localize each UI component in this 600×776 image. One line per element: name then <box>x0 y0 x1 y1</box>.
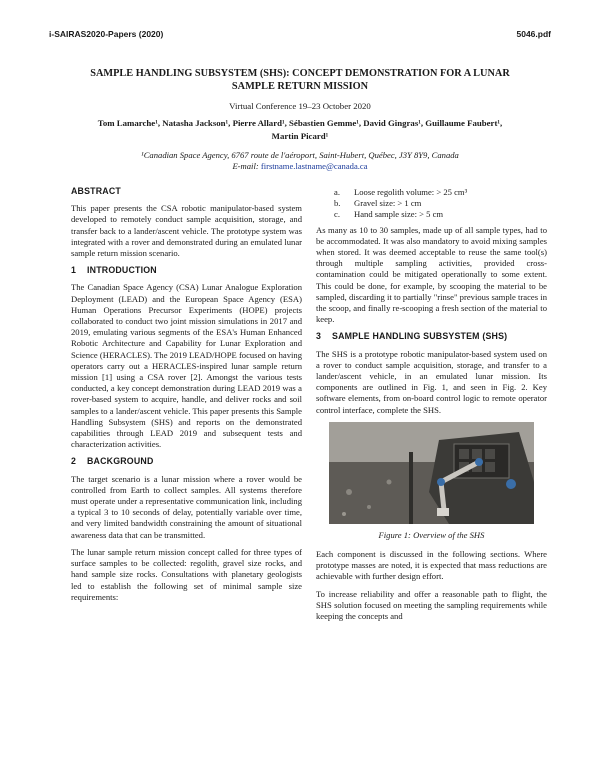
right-column <box>316 187 547 628</box>
photo-rock <box>367 505 371 509</box>
background-number: 2 <box>71 456 77 467</box>
photo-sample-slot <box>485 449 495 459</box>
shs-photo-illustration <box>329 422 534 524</box>
photo-arm-joint <box>437 478 445 486</box>
shs-text: The SHS is a prototype robotic manipulator-based system used on a rover to conduct sample acquisition, storage, and transfer to a lander/ascent vehicle, in an emulated lunar mission. Its components are outlined in Fig. 1, and seen in Fig. 2. Key software elements, from on-board control logic to remote operator control interface, complete the SHS. <box>316 348 547 415</box>
photo-mast <box>409 452 413 524</box>
email-link[interactable]: firstname.lastname@canada.ca <box>260 161 368 171</box>
abstract-text: This paper presents the CSA robotic manipulator-based system developed to remotely conduct sample acquisition, storage, and transfer back to a lander/ascent vehicle. The prototype system was integrated with a rover and demonstrated during an emulated lunar sample return mission scenario. <box>71 203 302 259</box>
figure-1-caption: Figure 1: Overview of the SHS <box>378 529 485 540</box>
abstract-heading: ABSTRACT <box>71 186 121 196</box>
introduction-title: INTRODUCTION <box>87 265 157 276</box>
requirement-item <box>334 198 547 209</box>
author-list <box>60 117 540 142</box>
paper-title-line-2: SAMPLE RETURN MISSION <box>231 80 369 92</box>
left-column <box>71 186 302 609</box>
affiliation-email-line <box>60 161 540 172</box>
shs-heading <box>316 331 547 342</box>
photo-arm-joint <box>506 479 516 489</box>
introduction-number: 1 <box>71 265 77 276</box>
requirement-text: Gravel size: > 1 cm <box>354 198 422 209</box>
requirement-text: Loose regolith volume: > 25 cm³ <box>354 187 468 197</box>
shs-title: SAMPLE HANDLING SUBSYSTEM (SHS) <box>332 331 508 342</box>
paper-title-line-1: SAMPLE HANDLING SUBSYSTEM (SHS): CONCEPT DEMONSTRATION FOR A LUNAR <box>90 68 510 79</box>
figure-1-photo <box>329 422 534 524</box>
photo-sample-slot <box>472 449 482 459</box>
background-title: BACKGROUND <box>87 456 154 467</box>
photo-sample-slot <box>459 449 469 459</box>
introduction-text: The Canadian Space Agency (CSA) Lunar Analogue Exploration Deployment (LEAD) and the European Space Agency (ESA) Human Operations Precursor Experiments (HOPE) projects collaborated to conduct two joint mission simulations in 2017 and 2019, emulating various segments of the ESA's Human Enhanced Robotic Architecture and Capability for Lunar Exploration and Science (HERACLES). The 2019 LEAD/HOPE focused on having operators carry out a HERACLES-inspired lunar sample return mission [1] using a CSA rover [2]. Amongst the various tests conducted, a key concept demonstration during LEAD 2019 was a rover-based system to acquire, handle, and deliver rocks and soil samples to a lander/ascent vehicle. This paper presents this Sample Handling Subsystem (SHS) and reports on the demonstrated capabilities through LEAD 2019 and subsequent tests and characterization activities. <box>71 282 302 450</box>
conference-line: Virtual Conference 19–23 October 2020 <box>229 101 371 111</box>
photo-rock <box>342 512 346 516</box>
shs-number: 3 <box>316 331 322 342</box>
requirements-list <box>316 187 547 221</box>
requirement-text: Hand sample size: > 5 cm <box>354 209 444 220</box>
requirement-item <box>334 209 547 220</box>
email-label: E-mail: <box>232 161 261 171</box>
running-header-right: 5046.pdf <box>516 29 551 39</box>
photo-sample-slot <box>485 462 495 472</box>
author-line-1: Tom Lamarche¹, Natasha Jackson¹, Pierre Allard¹, Sébastien Gemme¹, David Gingras¹, Guillaume Faubert¹, <box>97 118 503 128</box>
affiliation-address: ¹Canadian Space Agency, 6767 route de l'aéroport, Saint-Hubert, Québec, J3Y 8Y9, Canada <box>141 150 459 160</box>
after-figure-paragraph-2: To increase reliability and offer a reasonable path to flight, the SHS solution focused on meeting the sampling requirements while keeping the concepts and <box>316 588 547 622</box>
requirements-followup-text: As many as 10 to 30 samples, made up of all sample types, had to be accommodated. It was also mandatory to avoid mixing samples when stored. It was deemed acceptable to reuse the same tool(s) through multiple sampling activities, provided cross-contamination could be mitigated operationally to some extent. This could be done, for example, by scooping the material to be sampled, discarding it to partially "rinse" previous sample traces in the scoop, and finally re-scooping a fresh section of the material to keep. <box>316 224 547 325</box>
introduction-heading <box>71 265 302 276</box>
requirement-letter: c. <box>334 209 340 220</box>
background-paragraph-2: The lunar sample return mission concept called for three types of surface samples to be collected: regolith, gravel size rocks, and hand sample size rocks. Consultations with planetary geologists led to establish the following set of minimal sample size requirements: <box>71 546 302 602</box>
paper-title <box>60 68 540 93</box>
affiliation <box>60 150 540 172</box>
requirement-item <box>334 187 547 198</box>
photo-scoop <box>437 508 449 516</box>
photo-arm-joint <box>475 458 483 466</box>
photo-robot-arm <box>441 482 444 510</box>
author-line-2: Martin Picard¹ <box>271 130 329 141</box>
photo-rock <box>346 489 352 495</box>
photo-rock <box>387 479 392 484</box>
background-paragraph-1: The target scenario is a lunar mission where a rover would be controlled from Earth to collect samples. All systems therefore must operate under a representative communication link, including a typical 3 to 10 seconds of delay, potentially variable over time, and very limited bandwidth constraining the amount of situational awareness data that can be transmitted. <box>71 473 302 540</box>
background-heading <box>71 456 302 467</box>
requirement-letter: b. <box>334 198 341 209</box>
running-header-left: i-SAIRAS2020-Papers (2020) <box>49 29 164 39</box>
after-figure-paragraph-1: Each component is discussed in the following sections. Where prototype masses are noted, it is expected that mass reductions are achievable with further design effort. <box>316 549 547 582</box>
requirement-letter: a. <box>334 187 340 197</box>
